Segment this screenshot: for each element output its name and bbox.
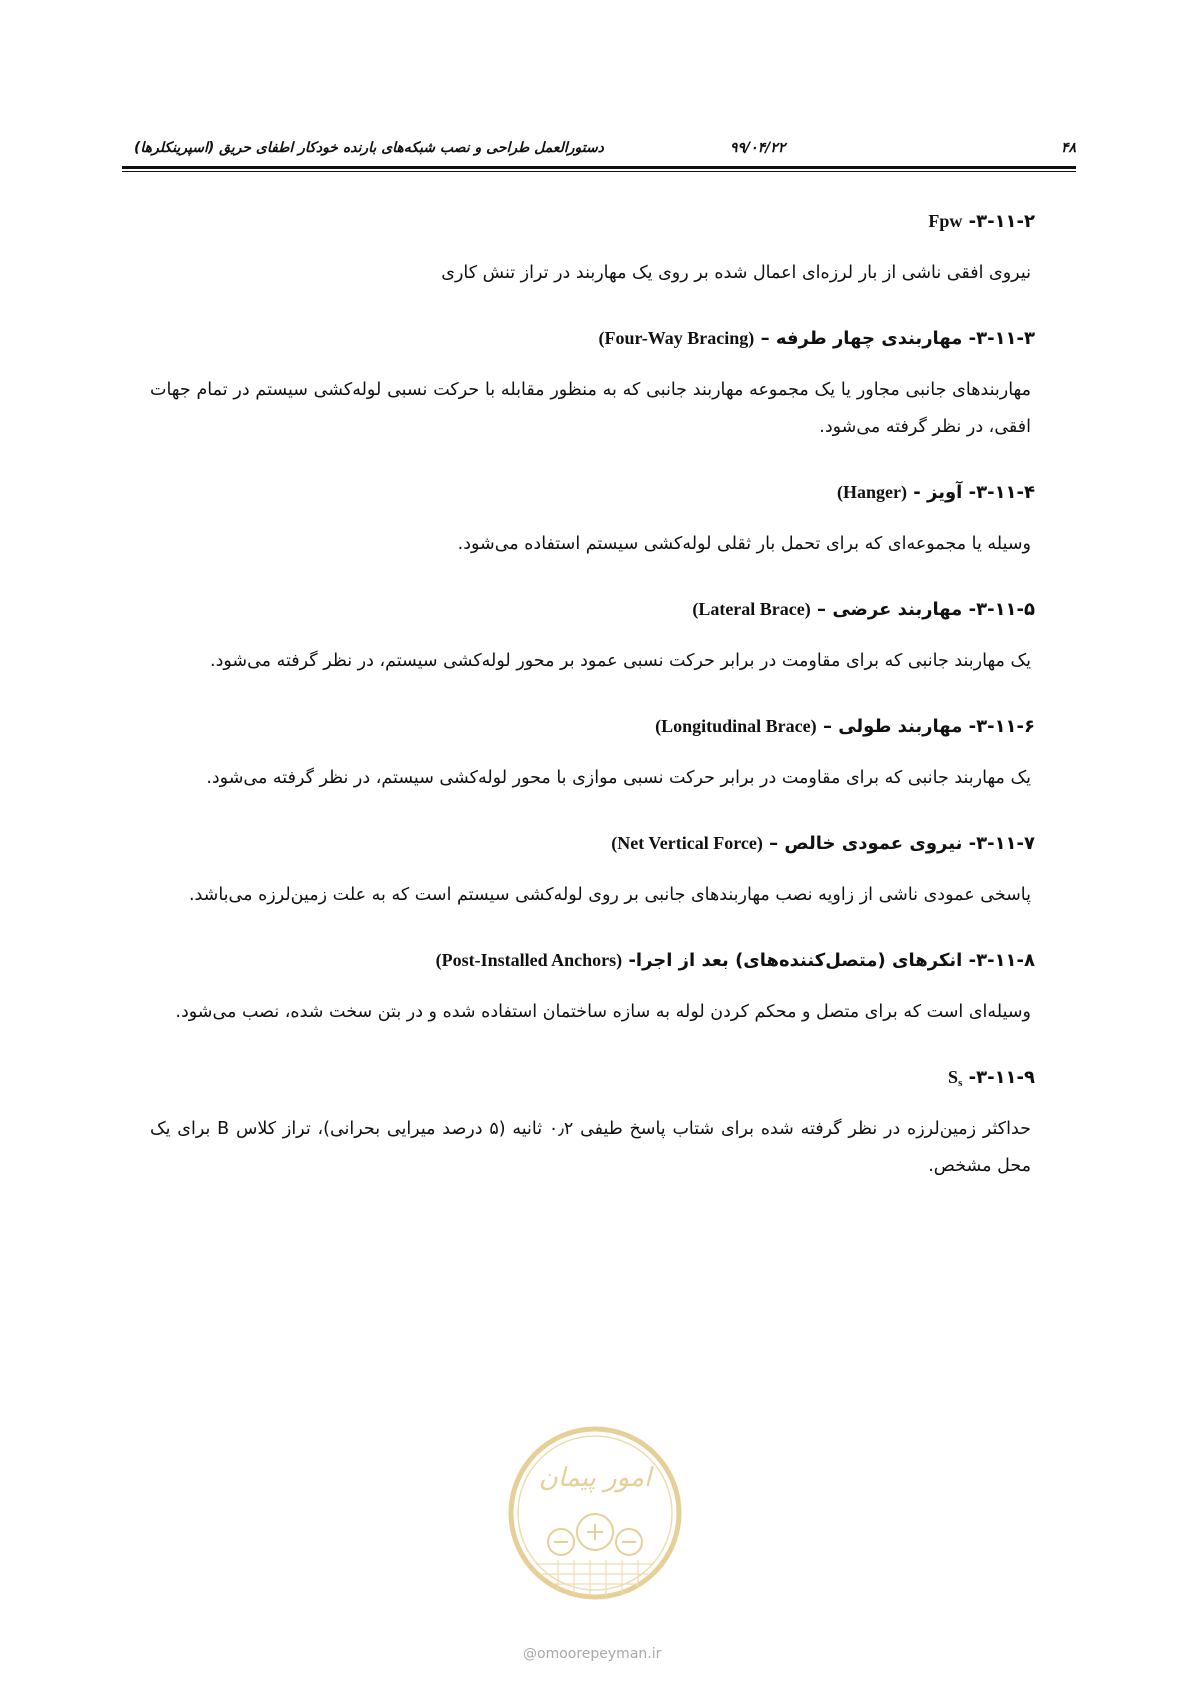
paragraph: یک مهاربند جانبی که برای مقاومت در برابر حرکت نسبی موازی با محور لوله‌کشی سیستم، در نظر گرفته می‌شود. bbox=[206, 768, 1031, 788]
section-heading bbox=[150, 827, 1035, 859]
paragraph: مهاربندهای جانبی مجاور یا یک مجموعه مهاربند جانبی که به منظور مقابله با حرکت نسبی لوله‌کشی سیستم در تمام جهات افقی، در نظر گرفته می‌شود. bbox=[150, 380, 1031, 437]
section-title-fa: مهاربندی چهار طرفه – bbox=[760, 328, 963, 349]
paragraph: پاسخی عمودی ناشی از زاویه نصب مهاربندهای جانبی بر روی لوله‌کشی سیستم است که به علت زمین‌لرزه می‌باشد. bbox=[188, 885, 1031, 905]
section-body bbox=[150, 372, 1031, 446]
section-title-en: (Four-Way Bracing) bbox=[598, 328, 755, 348]
header-rule-thin bbox=[122, 171, 1076, 172]
section-number: ۳-۱۱-۵- bbox=[968, 599, 1035, 620]
section-body bbox=[150, 877, 1031, 914]
section-heading bbox=[150, 593, 1035, 625]
header-rule-thick bbox=[122, 166, 1076, 169]
section-title-en: Fpw bbox=[928, 211, 963, 231]
section-number: ۳-۱۱-۴- bbox=[968, 482, 1035, 503]
section-heading bbox=[150, 205, 1035, 237]
paragraph: حداکثر زمین‌لرزه در نظر گرفته شده برای شتاب پاسخ طیفی ۰٫۲ ثانیه (۵ درصد میرایی بحرانی)، تراز کلاس B برای یک محل مشخص. bbox=[150, 1119, 1031, 1176]
document-title: دستورالعمل طراحی و نصب شبکه‌های بارنده خودکار اطفای حریق (اسپرینکلرها) bbox=[134, 140, 604, 156]
section-title-en: (Lateral Brace) bbox=[692, 599, 811, 619]
section-title-en: (Post-Installed Anchors) bbox=[435, 950, 623, 970]
section-title-fa: انکرهای (متصل‌کننده‌های) بعد از اجرا- bbox=[628, 950, 963, 971]
section-title-fa: مهاربند عرضی – bbox=[817, 599, 963, 620]
paragraph: وسیله یا مجموعه‌ای که برای تحمل بار ثقلی لوله‌کشی سیستم استفاده می‌شود. bbox=[457, 534, 1031, 554]
seal-emblem bbox=[506, 1424, 684, 1602]
section-number: ۳-۱۱-۷- bbox=[968, 833, 1035, 854]
section-body bbox=[150, 526, 1031, 563]
section-title-en: (Longitudinal Brace) bbox=[655, 716, 817, 736]
section-body bbox=[150, 994, 1031, 1031]
seal-logo bbox=[506, 1424, 684, 1602]
watermark-handle: @omoorepeyman.ir bbox=[523, 1646, 662, 1662]
header-date: ۹۹/۰۴/۲۲ bbox=[730, 140, 786, 156]
section-body bbox=[150, 643, 1031, 680]
paragraph: وسیله‌ای است که برای متصل و محکم کردن لوله به سازه ساختمان استفاده شده و در بتن سخت شده، نصب می‌شود. bbox=[175, 1002, 1031, 1022]
section-title-fa: مهاربند طولی – bbox=[822, 716, 963, 737]
section-body bbox=[150, 255, 1031, 292]
section-number: ۳-۱۱-۹- bbox=[968, 1067, 1035, 1088]
section-title-en: (Hanger) bbox=[837, 482, 907, 502]
section-heading bbox=[150, 944, 1035, 976]
document-body bbox=[150, 205, 1041, 1215]
symbol-s: S bbox=[948, 1067, 959, 1087]
seal-text: امور پیمان bbox=[538, 1463, 652, 1493]
paragraph: یک مهاربند جانبی که برای مقاومت در برابر حرکت نسبی عمود بر محور لوله‌کشی سیستم، در نظر گرفته می‌شود. bbox=[210, 651, 1031, 671]
section-body bbox=[150, 1111, 1031, 1185]
section-number: ۳-۱۱-۶- bbox=[968, 716, 1035, 737]
section-body bbox=[150, 760, 1031, 797]
section-title-fa: نیروی عمودی خالص – bbox=[769, 833, 963, 854]
paragraph: نیروی افقی ناشی از بار لرزه‌ای اعمال شده بر روی یک مهاربند در تراز تنش کاری bbox=[441, 263, 1031, 283]
section-heading bbox=[150, 476, 1035, 508]
section-heading bbox=[150, 710, 1035, 742]
section-title-en: (Net Vertical Force) bbox=[611, 833, 763, 853]
section-number: ۳-۱۱-۳- bbox=[968, 328, 1035, 349]
page-header bbox=[122, 136, 1076, 164]
symbol-subscript: s bbox=[958, 1077, 963, 1089]
section-number: ۳-۱۱-۸- bbox=[968, 950, 1035, 971]
section-number: ۳-۱۱-۲- bbox=[968, 211, 1035, 232]
section-heading bbox=[150, 1061, 1035, 1093]
page-number: ۴۸ bbox=[1060, 140, 1076, 156]
section-title-fa: آویز - bbox=[913, 482, 963, 503]
section-heading bbox=[150, 322, 1035, 354]
section-title-en bbox=[948, 1067, 962, 1087]
